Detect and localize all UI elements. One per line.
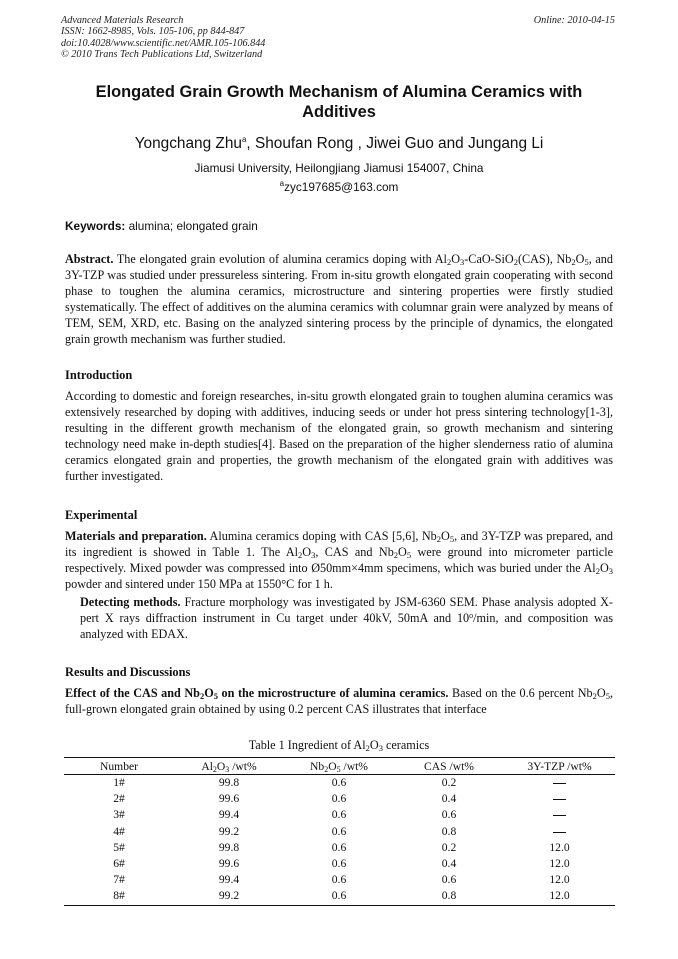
subscript: 2 [595,565,600,576]
materials-text: O [302,544,312,559]
results-heading: Results and Discussions [65,665,191,679]
cell-al2o3: 99.4 [218,873,240,887]
results-text: O [596,686,606,700]
cell-number: 7# [113,873,125,887]
ingredient-table [64,757,615,906]
subscript: 2 [199,691,205,701]
cell-al2o3: 99.2 [174,888,284,905]
results-subheading [65,686,448,700]
header-text: O [216,759,226,773]
cell-nb2o5: 0.6 [331,857,347,871]
author-list [60,135,618,153]
cell-cas: 0.8 [394,888,504,905]
header-text: /wt% [340,759,368,773]
materials-text: , and 3Y-TZP was prepared, and its ingredient is showed in Table 1. The Al [65,529,614,559]
cell-cas: 0.4 [441,792,457,806]
subscript: 5 [406,549,412,560]
subscript: 3 [225,764,230,774]
subscript: 5 [449,534,455,544]
abstract-text: -CaO-SiO [464,252,514,266]
col-header-al2o3 [174,758,284,775]
subscript: 5 [336,764,341,774]
table-row [64,872,615,888]
cell-nb2o5: 0.6 [331,824,347,838]
cell-ytzp [504,775,615,792]
abstract-text: (CAS), Nb [517,252,572,266]
cell-number: 2# [113,792,125,806]
cell-ytzp: 12.0 [549,857,570,871]
issn-line: ISSN: 1662-8985, Vols. 105-106, pp 844-847 [61,26,245,38]
cell-al2o3: 99.2 [218,824,240,838]
cell-al2o3: 99.6 [218,792,240,806]
results-text: , full-grown elongated grain obtained by using 0.2 percent CAS illustrates that interface [65,686,614,716]
subscript: 2 [324,764,329,774]
subscript: 2 [436,534,441,544]
header-text: Nb [310,759,325,773]
materials-text: O [398,544,407,559]
introduction-paragraph: According to domestic and foreign researches, in-situ growth elongated grain to toughen alumina ceramics was extensively researched by doping with additives, inducing seeds or under hot press sintering technology[1-3], resulting in the different growth mechanism of the elongated grain, so growth mechanism and sintering technology need make in-depth studies[4]. Based on the preparation of the higher slenderness ratio of alumina ceramics elongated grain and properties, the growth mechanism of the elongated grain with additives was further investigated. [65,389,613,483]
subscript: 3 [378,743,383,753]
cell-cas: 0.2 [441,776,457,790]
running-header [61,15,265,61]
detecting-text: /min, and composition was analyzed with EDAX. [80,610,613,641]
cell-ytzp [504,824,615,840]
materials-text: , CAS and Nb [315,544,394,559]
table-header-row [64,758,615,775]
table-row [64,824,615,840]
detecting-label: Detecting methods. [80,595,181,609]
materials-text: were ground into micrometer particle respectively. Mixed powder was compressed into Ø50mm×4mm specimens, which was buried under the Al [65,544,613,575]
cell-nb2o5: 0.6 [331,840,347,854]
abstract-text: The elongated grain evolution of alumina ceramics doping with Al [113,252,447,266]
table-row [64,888,615,905]
results-label: O [204,686,214,700]
subscript: 2 [446,257,452,267]
abstract-paragraph [65,252,613,347]
superscript: o [469,610,474,620]
cell-nb2o5: 0.6 [331,808,347,822]
cell-number: 8# [64,888,174,905]
affiliation: Jiamusi University, Heilongjiang Jiamusi 154007, China [194,161,484,175]
subscript: 3 [608,565,613,576]
cell-cas: 0.4 [441,857,457,871]
abstract-text: , and 3Y-TZP was studied under pressureless sintering. From in-situ growth elongated grain cooperating with second phase to toughen the alumina ceramics, microstructure and sintering properties were firstly studied systematically. The effect of additives on the alumina ceramics with columnar grain were analyzed by means of TEM, SEM, XRD, etc. Basing on the analyzed sintering process by the principle of dynamics, the elongated grain growth mechanism was further studied. [65,252,613,346]
subscript: 3 [460,257,465,267]
materials-text: powder and sintered under 150 MPa at 1550°C for 1 h. [65,576,333,591]
subscript: 2 [571,257,576,267]
header-text: Al [201,759,213,773]
dash-mark [553,815,566,816]
materials-text: O [599,560,609,575]
author-1: Yongchang Zhu [134,135,242,152]
abstract-text: O [575,252,585,266]
paper-title: Elongated Grain Growth Mechanism of Alumina Ceramics with Additives [95,83,583,121]
results-label: Effect of the CAS and Nb [65,686,200,700]
subscript: 2 [365,743,370,753]
subscript: 5 [584,257,589,267]
cell-al2o3: 99.6 [218,857,240,871]
results-label: on the microstructure of alumina ceramics. [217,686,449,700]
materials-paragraph [65,529,613,593]
materials-text: O [441,529,450,543]
cell-number: 1# [113,776,125,790]
detecting-paragraph [65,595,613,643]
email-address: zyc197685@163.com [284,180,399,194]
cell-al2o3: 99.8 [218,840,240,854]
table-row [64,840,615,856]
cell-ytzp: 12.0 [549,840,570,854]
table-row [64,791,615,807]
cell-al2o3: 99.8 [218,776,240,790]
col-header-nb2o5 [284,758,394,775]
keywords-label: Keywords: [65,219,126,233]
header-text: /wt% [229,759,257,773]
cell-nb2o5: 0.6 [331,776,347,790]
subscript: 2 [298,549,303,560]
cell-cas: 0.6 [441,873,457,887]
cell-ytzp [504,791,615,807]
results-paragraph [65,686,613,718]
subscript: 2 [592,691,597,701]
col-header-cas: CAS /wt% [394,758,504,775]
materials-label: Materials and preparation. [65,529,207,543]
cell-number: 5# [113,840,125,854]
cell-number: 6# [113,857,125,871]
subscript: 5 [605,691,610,701]
subscript: 2 [513,257,518,267]
cell-ytzp [504,807,615,823]
copyright-line: © 2010 Trans Tech Publications Ltd, Switzerland [61,49,263,61]
cell-ytzp: 12.0 [549,873,570,887]
cell-cas: 0.8 [441,824,457,838]
materials-text: Alumina ceramics doping with CAS [5,6], Nb [206,529,437,543]
table-row [64,856,615,872]
experimental-heading: Experimental [65,508,138,522]
dash-mark [553,832,566,833]
abstract-text: O [451,252,460,266]
keywords-text: alumina; elongated grain [125,219,258,233]
cell-nb2o5: 0.6 [284,888,394,905]
email-superscript: a [279,179,285,189]
online-date: Online: 2010-04-15 [533,15,615,26]
doi-line: doi:10.4028/www.scientific.net/AMR.105-106.844 [61,37,266,49]
results-text: Based on the 0.6 percent Nb [448,686,593,700]
subscript: 5 [213,691,218,701]
dash-mark [553,799,566,800]
cell-cas: 0.6 [441,808,457,822]
cell-ytzp: 12.0 [504,888,615,905]
subscript: 2 [212,764,217,774]
journal-name: Advanced Materials Research [61,15,184,26]
cell-nb2o5: 0.6 [331,792,347,806]
subscript: 2 [393,549,399,560]
col-header-number: Number [64,758,174,775]
caption-text: ceramics [382,738,430,752]
header-text: O [328,759,337,773]
author-1-superscript: a [241,134,247,144]
abstract-label: Abstract. [65,252,114,266]
cell-cas: 0.2 [441,840,457,854]
cell-nb2o5: 0.6 [331,873,347,887]
cell-number: 4# [113,824,125,838]
cell-number: 3# [113,808,125,822]
keywords [65,219,258,233]
table-caption [65,738,613,753]
introduction-heading: Introduction [65,368,133,382]
cell-al2o3: 99.4 [218,808,240,822]
dash-mark [553,783,566,784]
subscript: 3 [311,549,316,560]
col-header-3y-tzp: 3Y-TZP /wt% [504,758,615,775]
table-row [64,807,615,823]
caption-text: O [369,738,379,752]
caption-text: Table 1 Ingredient of Al [248,738,366,752]
detecting-text: Fracture morphology was investigated by JSM-6360 SEM. Phase analysis adopted X-pert X rays diffraction instrument in Cu target under 40kV, 50mA and 10 [80,595,613,625]
other-authors: , Shoufan Rong , Jiwei Guo and Jungang Li [246,135,544,152]
email-line [60,180,618,194]
table-row [64,775,615,792]
